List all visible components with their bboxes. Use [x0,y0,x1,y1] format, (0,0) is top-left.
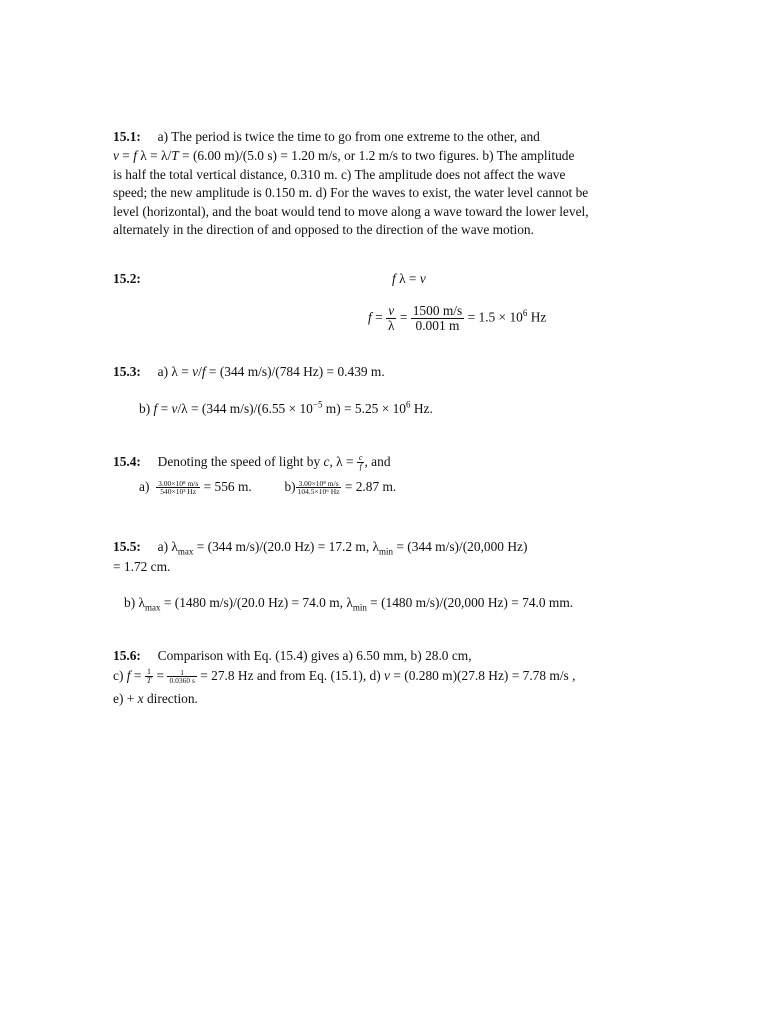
equation-text: = [157,401,172,416]
exponent: −5 [312,399,323,410]
fraction [145,668,153,686]
problem-text: , and [364,454,391,469]
subscript: max [145,602,161,613]
problem-15-5-line-a [113,538,527,556]
equation-text: = [396,309,411,325]
equation-text: = (344 m/s)/(20,000 Hz) [393,539,528,554]
equation-symbol: c [323,454,330,469]
equation-symbol: v [419,271,426,286]
problem-label: 15.4: [113,454,141,469]
equation-unit: Hz. [410,401,433,416]
problem-15-2-equation-2 [368,304,546,333]
problem-15-1-line-4: speed; the new amplitude is 0.150 m. d) For the waves to exist, the water level cannot be [113,185,589,200]
equation-text: = [130,668,145,683]
equation-text: m) = 5.25 × 10 [322,401,406,416]
equation-text: b) [139,401,154,416]
problem-label: 15.3: [113,364,141,379]
equation-symbol: f [126,668,131,683]
equation-text: b) [284,479,296,494]
equation-symbol: f [133,148,137,163]
equation-symbol: f [201,364,206,379]
equation-symbol: v [113,148,119,163]
problem-text: a) The period is twice the time to go from one extreme to the other, and [157,129,540,144]
fraction-numerator: 1500 m/s [412,303,463,318]
problem-15-4-line-2 [139,478,396,496]
fraction [296,480,342,497]
fraction-denominator: 540×10³ Hz [160,487,197,497]
fraction-numerator: 1 [167,669,196,678]
equation-text: c) [113,668,127,683]
equation-text: = [371,309,386,325]
fraction-numerator: 1 [145,668,153,677]
exponent: 6 [406,399,411,410]
subscript: max [177,546,194,557]
fraction [156,480,200,497]
equation-text: / [198,364,202,379]
fraction-denominator: T [146,676,152,686]
equation-text: = 556 m. [200,479,252,494]
equation-text: = (1480 m/s)/(20.0 Hz) = 74.0 m, λ [160,595,353,610]
fraction-numerator: v [386,304,397,319]
equation-text: λ = λ/ [136,148,172,163]
equation-symbol: f [368,309,372,325]
equation-symbol: v [171,401,178,416]
problem-15-6-line-1 [113,647,472,665]
fraction-denominator: 0.001 m [415,318,460,334]
equation-text: = [153,668,168,683]
equation-symbol: v [384,668,390,683]
equation-text: = 2.87 m. [341,479,397,494]
equation-text: λ = [395,271,420,286]
equation-text: = 27.8 Hz and from Eq. (15.1), d) [196,668,385,683]
equation-text: = (6.00 m)/(5.0 s) = 1.20 m/s, or 1.2 m/s to two figures. b) The amplitude [178,148,575,163]
equation-text: = [118,148,134,163]
problem-text: Comparison with Eq. (15.4) gives a) 6.50 mm, b) 28.0 cm, [157,648,472,663]
problem-15-1-line-5: level (horizontal), and the boat would tend to move along a wave toward the lower level, [113,204,589,219]
equation-text: e) + [113,691,138,706]
subscript: min [352,602,367,613]
fraction [167,669,196,686]
equation-text: = (1480 m/s)/(20,000 Hz) = 74.0 mm. [366,595,574,610]
equation-symbol: T [171,148,179,163]
problem-label: 15.1: [113,129,141,144]
subscript: min [379,546,394,557]
fraction-denominator: λ [387,318,395,334]
problem-label: 15.6: [113,648,141,663]
equation-symbol: f [153,401,158,416]
equation-symbol: f [392,271,396,286]
problem-text: Denoting the speed of light by [157,454,324,469]
equation-text: direction. [143,691,198,706]
equation-text: = 1.5 × 10 [464,309,523,325]
equation-symbol: v [192,364,199,379]
fraction-denominator: f [359,462,362,472]
problem-15-2-label: 15.2: [113,271,141,286]
fraction [386,304,397,333]
equation-text: /λ = (344 m/s)/(6.55 × 10 [177,401,313,416]
fraction-numerator: c [358,453,363,463]
problem-15-6-line-3 [113,690,198,708]
problem-15-1-line-1 [113,128,540,146]
fraction-numerator: 3.00×10⁸ m/s [158,478,199,488]
equation-text: = (344 m/s)/(20.0 Hz) = 17.2 m, λ [193,539,380,554]
problem-15-1-line-2 [113,147,574,165]
equation-text: a) [139,479,150,494]
problem-15-3-line-b [139,400,433,418]
equation-text: a) λ [157,539,178,554]
exponent: 6 [522,308,528,319]
equation-text: a) λ = [157,364,193,379]
problem-15-6-line-2 [113,667,575,686]
equation-text: , λ = [329,454,357,469]
problem-15-5-line-b [124,594,573,612]
fraction-denominator: 104.5×10⁶ Hz [297,487,340,497]
fraction-denominator: 0.0360 s [169,676,195,686]
equation-symbol: x [137,691,144,706]
equation-unit: Hz [527,309,547,325]
problem-15-1-line-6: alternately in the direction of and opposed to the direction of the wave motion. [113,222,534,237]
fraction-numerator: 3.00×10⁸ m/s [296,480,342,489]
problem-15-4-line-1 [113,453,391,472]
equation-text: b) λ [124,595,145,610]
fraction [411,304,464,333]
problem-15-3-line-a [113,363,385,381]
problem-15-5-line-a2: = 1.72 cm. [113,559,171,574]
problem-label: 15.5: [113,539,141,554]
equation-text: = (344 m/s)/(784 Hz) = 0.439 m. [205,364,385,379]
equation-text: = (0.280 m)(27.8 Hz) = 7.78 m/s , [390,668,576,683]
problem-15-1-line-3: is half the total vertical distance, 0.310 m. c) The amplitude does not affect the wave [113,167,566,182]
problem-15-2-equation-1 [392,270,426,288]
